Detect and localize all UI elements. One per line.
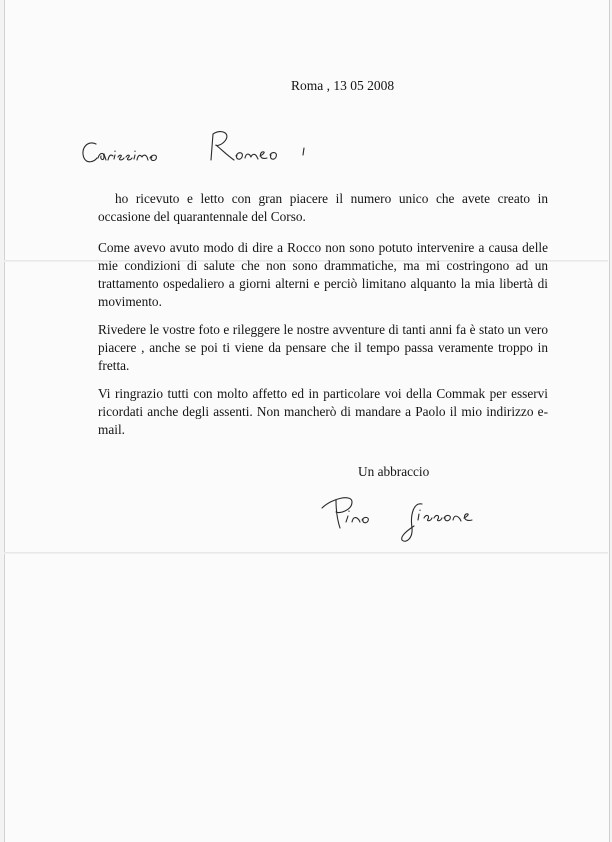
handwritten-salutation — [76, 118, 336, 178]
letter-closing: Un abbraccio — [358, 464, 430, 479]
letter-date: Roma , 13 05 2008 — [291, 78, 395, 93]
letter-paragraph: Vi ringrazio tutti con molto affetto ed in particolare voi della Commak per esservi ricordati anche degli assenti. Non mancherò di mandare a Paolo il mio indirizzo e-mail. — [98, 386, 548, 437]
handwritten-signature — [312, 484, 532, 554]
letter-paragraph: Rivedere le vostre foto e rileggere le nostre avventure di tanti anni fa è stato un vero piacere , anche se poi ti viene da pensare che il tempo passa veramente troppo in fretta. — [98, 322, 548, 373]
letter-paragraph: Come avevo avuto modo di dire a Rocco non sono potuto intervenire a causa delle mie condizioni di salute che non sono drammatiche, ma mi costringono ad un trattamento ospedaliero a giorni alterni e perciò limitano alquanto la mia libertà di movimento. — [98, 240, 548, 309]
letter-paragraph: ho ricevuto e letto con gran piacere il numero unico che avete creato in occasione del quarantennale del Corso. — [98, 191, 548, 224]
